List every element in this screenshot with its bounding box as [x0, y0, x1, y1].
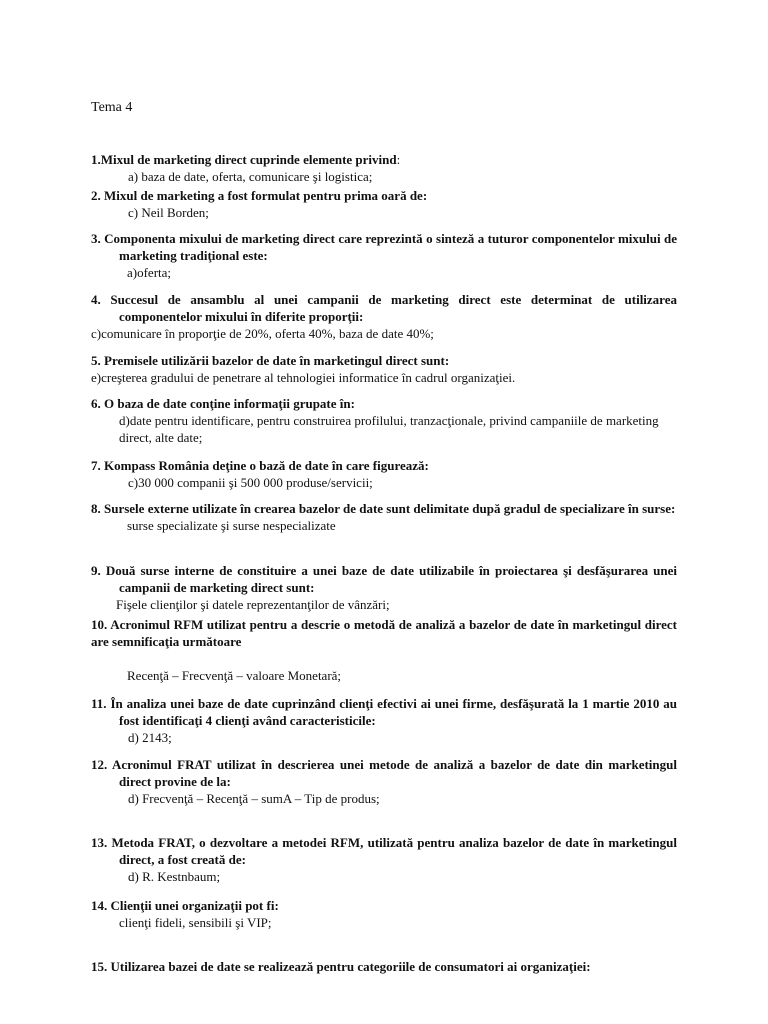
question-6 — [91, 395, 677, 446]
question-5 — [91, 352, 677, 386]
answer-text: Fişele clienţilor şi datele reprezentanţilor de vânzări; — [116, 597, 390, 612]
answer-text: d)date pentru identificare, pentru construirea profilului, tranzacţionale, privind campaniile de marketing direct, alte date; — [119, 413, 659, 445]
question-text: 14. Clienţii unei organizaţii pot fi: — [91, 898, 279, 913]
answer-text: clienţi fideli, sensibili şi VIP; — [119, 915, 272, 930]
question-text: 1.Mixul de marketing direct cuprinde elemente privind: — [91, 152, 401, 167]
question-3 — [91, 230, 677, 281]
answer-text: d) 2143; — [128, 730, 172, 745]
question-1 — [91, 151, 677, 185]
answer-text: c)30 000 companii şi 500 000 produse/servicii; — [128, 475, 373, 490]
question-7 — [91, 457, 677, 491]
answer-text: a) baza de date, oferta, comunicare şi logistica; — [128, 169, 373, 184]
question-10 — [91, 616, 677, 684]
question-text: 8. Sursele externe utilizate în crearea bazelor de date sunt delimitate după gradul de specializare în surse: — [91, 501, 676, 516]
question-13 — [91, 834, 677, 885]
question-text: 4. Succesul de ansamblu al unei campanii de marketing direct este determinat de utilizarea componentelor mixului în diferite proporţii: — [91, 292, 677, 324]
question-12 — [91, 756, 677, 807]
answer-text: d) R. Kestnbaum; — [128, 869, 221, 884]
question-text: 15. Utilizarea bazei de date se realizează pentru categoriile de consumatori ai organizaţiei: — [91, 959, 591, 974]
question-text: 6. O baza de date conţine informaţii grupate în: — [91, 396, 355, 411]
question-text: 2. Mixul de marketing a fost formulat pentru prima oară de: — [91, 188, 428, 203]
answer-text: c)comunicare în proporţie de 20%, oferta 40%, baza de date 40%; — [91, 326, 434, 341]
answer-text: d) Frecvenţă – Recenţă – sumA – Tip de produs; — [128, 791, 380, 806]
question-text: 3. Componenta mixului de marketing direct care reprezintă o sinteză a tuturor componentelor mixului de marketing tradiţional este: — [91, 231, 677, 263]
question-text: 12. Acronimul FRAT utilizat în descrierea unei metode de analiză a bazelor de date din marketingul direct provine de la: — [91, 757, 677, 789]
question-15 — [91, 958, 677, 975]
document-heading: Tema 4 — [91, 100, 133, 115]
question-text: 7. Kompass România deţine o bază de date în care figurează: — [91, 458, 429, 473]
question-8 — [91, 500, 677, 534]
question-text: 5. Premisele utilizării bazelor de date în marketingul direct sunt: — [91, 353, 450, 368]
question-text: 13. Metoda FRAT, o dezvoltare a metodei RFM, utilizată pentru analiza bazelor de date în marketingul direct, a fost creată de: — [91, 835, 677, 867]
question-text: 11. În analiza unei baze de date cuprinzând clienţi efectivi ai unei firme, desfăşurată la 1 martie 2010 au fost identificaţi 4 clienţi având caracteristicile: — [91, 696, 677, 728]
answer-text: Recenţă – Frecvenţă – valoare Monetară; — [127, 668, 342, 683]
answer-text: a)oferta; — [127, 265, 172, 280]
question-9 — [91, 562, 677, 613]
answer-text: surse specializate şi surse nespecializate — [127, 518, 336, 533]
question-2 — [91, 187, 677, 221]
question-4 — [91, 291, 677, 342]
question-text: 10. Acronimul RFM utilizat pentru a descrie o metodă de analiză a bazelor de date în marketingul direct are semnificaţia următoare — [91, 617, 677, 649]
answer-text: e)creşterea gradului de penetrare al tehnologiei informatice în cadrul organizaţiei. — [91, 370, 516, 385]
question-11 — [91, 695, 677, 746]
blank-line — [91, 650, 677, 667]
question-text: 9. Două surse interne de constituire a unei baze de date utilizabile în proiectarea şi desfăşurarea unei campanii de marketing direct sunt: — [91, 563, 677, 595]
answer-text: c) Neil Borden; — [128, 205, 209, 220]
question-14 — [91, 897, 677, 931]
